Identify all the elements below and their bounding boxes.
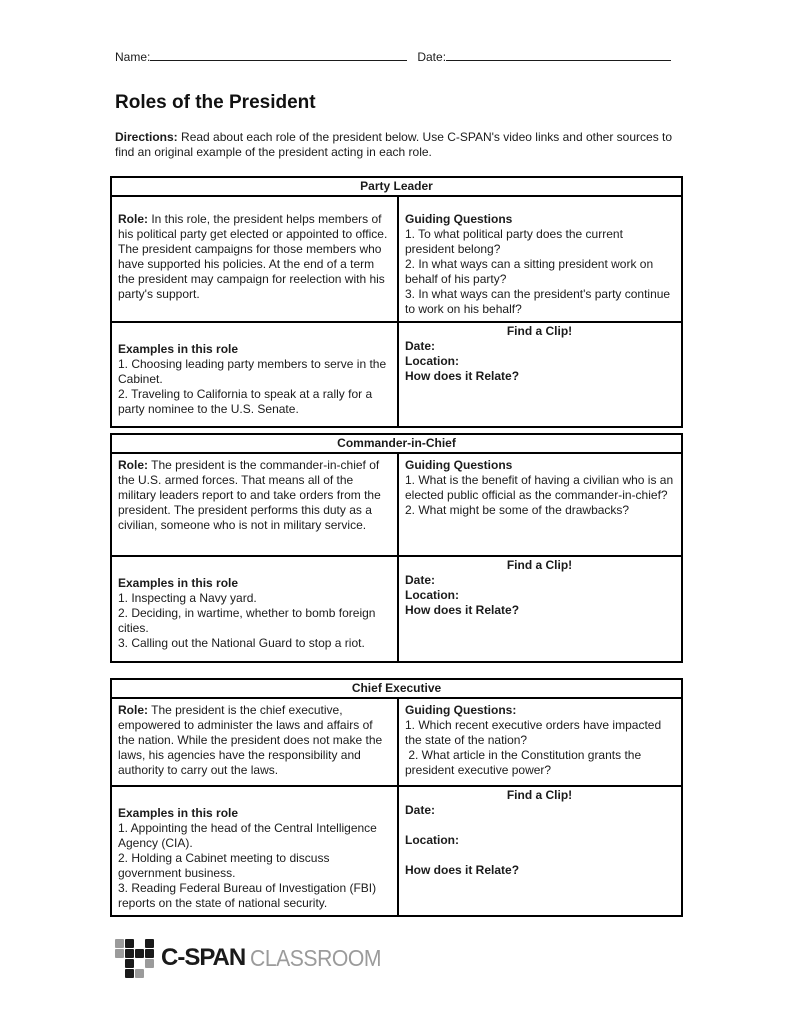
table-title: Chief Executive — [112, 680, 681, 699]
table-title: Party Leader — [112, 178, 681, 197]
list-item: 3. In what ways can the president's party continue to work on his behalf? — [405, 287, 674, 316]
role-label: Role: — [118, 703, 148, 717]
guiding-questions-heading: Guiding Questions — [405, 458, 513, 472]
list-item: 2. What article in the Constitution grants the president executive power? — [405, 748, 645, 777]
list-item: 3. Calling out the National Guard to stop a riot. — [118, 636, 365, 650]
guiding-questions-cell — [397, 454, 681, 555]
guiding-questions-list — [405, 473, 677, 518]
guiding-questions-cell — [397, 699, 681, 785]
list-item: Location: — [405, 833, 459, 847]
directions-text: Read about each role of the president below. Use C-SPAN's video links and other sources to find an original example of the president acting in each role. — [115, 130, 673, 159]
role-table-chief-executive — [110, 678, 683, 917]
examples-list — [118, 821, 390, 911]
table-row — [112, 699, 681, 787]
name-date-row — [115, 46, 677, 65]
role-cell — [112, 197, 397, 321]
table-row — [112, 197, 681, 323]
list-item: 2. In what ways can a sitting president work on behalf of his party? — [405, 257, 657, 286]
role-text: In this role, the president helps members of his political party get elected or appointed to office. The president campaigns for those members who have supported his policies. At the end of a term the president may campaign for reelection with his party's support. — [118, 212, 388, 301]
table-row — [112, 454, 681, 557]
list-item: Date: — [405, 803, 436, 817]
examples-cell — [112, 787, 397, 915]
find-a-clip-heading: Find a Clip! — [506, 324, 573, 338]
clip-fields — [405, 573, 674, 618]
pixel-square — [145, 949, 154, 958]
find-a-clip-heading: Find a Clip! — [506, 788, 573, 802]
find-a-clip-cell — [397, 787, 681, 915]
guiding-questions-list — [405, 227, 674, 317]
role-label: Role: — [118, 458, 148, 472]
role-label: Role: — [118, 212, 148, 226]
guiding-questions-cell — [397, 197, 681, 321]
list-item: Location: — [405, 588, 459, 602]
examples-list — [118, 357, 390, 417]
directions-paragraph — [115, 130, 681, 160]
role-text: The president is the commander-in-chief of the U.S. armed forces. That means all of the military leaders report to and take orders from the president. The president performs this duty as a civilian, someone who is not in military service. — [118, 458, 381, 532]
pixel-square — [125, 969, 134, 978]
list-item: Location: — [405, 354, 459, 368]
directions-label: Directions: — [115, 130, 178, 144]
table-title: Commander-in-Chief — [112, 435, 681, 454]
guiding-questions-heading: Guiding Questions: — [405, 703, 517, 717]
list-item: 2. Deciding, in wartime, whether to bomb foreign cities. — [118, 606, 379, 635]
list-item: 2. Traveling to California to speak at a rally for a party nominee to the U.S. Senate. — [118, 387, 376, 416]
cspan-classroom-logo — [115, 938, 393, 978]
page-title: Roles of the President — [115, 92, 316, 113]
clip-fields — [405, 339, 674, 384]
pixel-square — [135, 949, 144, 958]
pixel-square — [115, 939, 124, 948]
date-label: Date: — [417, 50, 447, 64]
pixel-empty — [135, 959, 144, 968]
examples-cell — [112, 323, 397, 426]
list-item: How does it Relate? — [405, 603, 520, 617]
find-a-clip-cell — [397, 557, 681, 661]
name-label: Name: — [115, 50, 151, 64]
role-cell — [112, 699, 397, 785]
pixel-empty — [145, 969, 154, 978]
list-item: 1. Appointing the head of the Central Intelligence Agency (CIA). — [118, 821, 380, 850]
list-item: 1. Which recent executive orders have impacted the state of the nation? — [405, 718, 665, 747]
list-item: 1. Choosing leading party members to serve in the Cabinet. — [118, 357, 390, 386]
guiding-questions-list — [405, 718, 674, 778]
pixel-empty — [115, 959, 124, 968]
examples-cell — [112, 557, 397, 661]
pixel-empty — [115, 969, 124, 978]
cspan-pixel-icon — [115, 939, 154, 978]
examples-heading: Examples in this role — [118, 576, 239, 590]
pixel-square — [145, 959, 154, 968]
find-a-clip-heading: Find a Clip! — [506, 558, 573, 572]
list-item: 3. Reading Federal Bureau of Investigation (FBI) reports on the state of national security. — [118, 881, 380, 910]
pixel-square — [135, 969, 144, 978]
list-item: 1. Inspecting a Navy yard. — [118, 591, 257, 605]
table-row — [112, 557, 681, 661]
classroom-wordmark: CLASSROOM — [250, 945, 382, 971]
pixel-square — [125, 959, 134, 968]
pixel-square — [145, 939, 154, 948]
role-cell — [112, 454, 397, 555]
list-item: 1. To what political party does the current president belong? — [405, 227, 627, 256]
list-item: How does it Relate? — [405, 863, 520, 877]
list-item: 1. What is the benefit of having a civilian who is an elected public official as the commander-in-chief? 2. What might be some of the drawbacks? — [405, 473, 677, 517]
pixel-square — [115, 949, 124, 958]
role-text: The president is the chief executive, empowered to administer the laws and affairs of the nation. While the president does not make the laws, his agencies have the responsibility and authority to carry out the laws. — [118, 703, 383, 777]
guiding-questions-heading: Guiding Questions — [405, 212, 513, 226]
examples-list — [118, 591, 390, 651]
table-row — [112, 787, 681, 915]
pixel-empty — [135, 939, 144, 948]
find-a-clip-cell — [397, 323, 681, 426]
list-item: How does it Relate? — [405, 369, 520, 383]
table-row — [112, 323, 681, 426]
cspan-wordmark: C-SPAN — [161, 944, 246, 971]
name-blank-line — [150, 46, 407, 61]
pixel-square — [125, 939, 134, 948]
date-blank-line — [446, 46, 671, 61]
role-table-commander-in-chief — [110, 433, 683, 663]
pixel-square — [125, 949, 134, 958]
role-table-party-leader — [110, 176, 683, 428]
examples-heading: Examples in this role — [118, 806, 239, 820]
examples-heading: Examples in this role — [118, 342, 239, 356]
clip-fields — [405, 803, 674, 878]
list-item: Date: — [405, 339, 436, 353]
list-item: Date: — [405, 573, 436, 587]
list-item: 2. Holding a Cabinet meeting to discuss government business. — [118, 851, 333, 880]
